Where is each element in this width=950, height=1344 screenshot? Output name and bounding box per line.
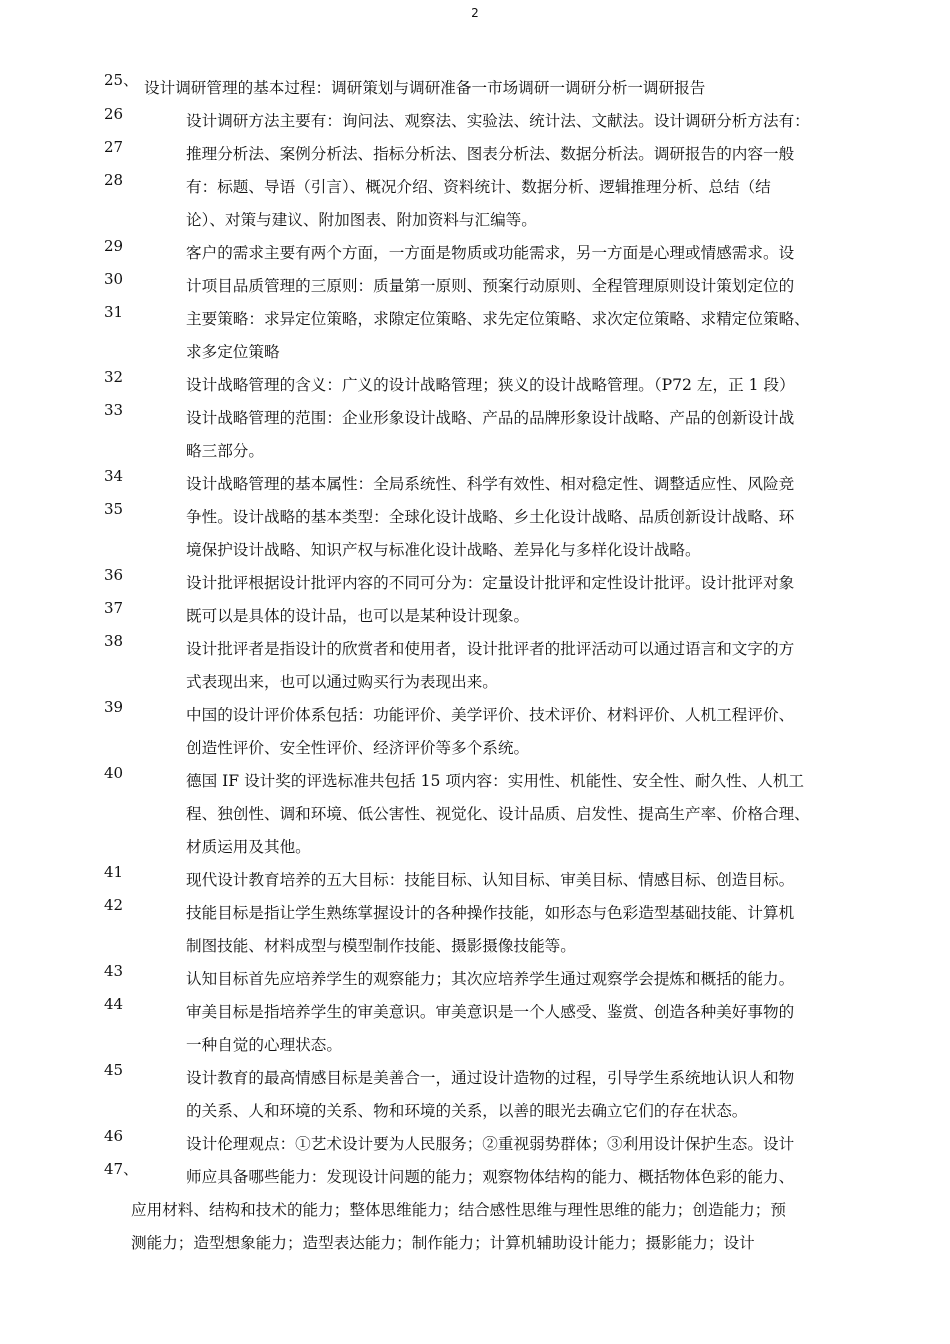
text-line: 推理分析法、案例分析法、指标分析法、图表分析法、数据分析法。调研报告的内容一般 [186,145,795,163]
text-line: 的关系、人和环境的关系、物和环境的关系，以善的眼光去确立它们的存在状态。 [186,1102,748,1120]
text-line: 师应具备哪些能力：发现设计问题的能力；观察物体结构的能力、概括物体色彩的能力、 [186,1168,795,1186]
text-line: 设计调研方法主要有：询问法、观察法、实验法、统计法、文献法。设计调研分析方法有： [186,112,810,130]
text-line: 设计战略管理的范围：企业形象设计战略、产品的品牌形象设计战略、产品的创新设计战 [186,409,795,427]
text-line: 式表现出来，也可以通过购买行为表现出来。 [186,673,498,691]
item-number: 36 [104,566,124,584]
item-number: 41 [104,863,124,881]
text-line: 应用材料、结构和技术的能力；整体思维能力；结合感性思维与理性思维的能力；创造能力；预 [131,1201,786,1219]
item-number: 37 [104,599,124,617]
item-number: 38 [104,632,124,650]
text-line: 制图技能、材料成型与模型制作技能、摄影摄像技能等。 [186,937,576,955]
text-line: 求多定位策略 [186,343,280,361]
text-line: 既可以是具体的设计品，也可以是某种设计现象。 [186,607,530,625]
text-line: 现代设计教育培养的五大目标：技能目标、认知目标、审美目标、情感目标、创造目标。 [186,871,795,889]
text-line: 程、独创性、调和环境、低公害性、视觉化、设计品质、启发性、提高生产率、价格合理、 [186,805,810,823]
text-line: 主要策略：求异定位策略，求隙定位策略、求先定位策略、求次定位策略、求精定位策略、 [186,310,810,328]
text-line: 测能力；造型想象能力；造型表达能力；制作能力；计算机辅助设计能力；摄影能力；设计 [131,1234,755,1252]
text-line: 客户的需求主要有两个方面，一方面是物质或功能需求，另一方面是心理或情感需求。设 [186,244,795,262]
text-line: 设计战略管理的基本属性：全局系统性、科学有效性、相对稳定性、调整适应性、风险竞 [186,475,795,493]
text-line: 审美目标是指培养学生的审美意识。审美意识是一个人感受、鉴赏、创造各种美好事物的 [186,1003,795,1021]
text-line: 设计战略管理的含义：广义的设计战略管理；狭义的设计战略管理。（P72 左，正 1 段） [186,376,795,394]
text-line: 材质运用及其他。 [186,838,311,856]
item-number: 44 [104,995,124,1013]
item-number: 29 [104,237,124,255]
text-line: 一种自觉的心理状态。 [186,1036,342,1054]
item-number: 43 [104,962,124,980]
item-number: 33 [104,401,124,419]
text-line: 技能目标是指让学生熟练掌握设计的各种操作技能，如形态与色彩造型基础技能、计算机 [186,904,795,922]
text-line: 有：标题、导语（引言）、概况介绍、资料统计、数据分析、逻辑推理分析、总结（结 [186,178,771,196]
text-line: 创造性评价、安全性评价、经济评价等多个系统。 [186,739,530,757]
text-line: 设计教育的最高情感目标是美善合一，通过设计造物的过程，引导学生系统地认识人和物 [186,1069,795,1087]
item-number: 34 [104,467,124,485]
item-number: 26 [104,105,124,123]
item-number: 31 [104,303,124,321]
text-line: 略三部分。 [186,442,264,460]
text-line: 设计伦理观点：①艺术设计要为人民服务；②重视弱势群体；③利用设计保护生态。设计 [186,1135,795,1153]
text-line: 德国 IF 设计奖的评选标准共包括 15 项内容：实用性、机能性、安全性、耐久性、人机工 [186,772,805,790]
item-number: 40 [104,764,124,782]
item-number: 30 [104,270,124,288]
item-number: 46 [104,1127,124,1145]
text-line: 设计批评者是指设计的欣赏者和使用者，设计批评者的批评活动可以通过语言和文字的方 [186,640,795,658]
item-number: 35 [104,500,124,518]
text-line: 计项目品质管理的三原则：质量第一原则、预案行动原则、全程管理原则设计策划定位的 [186,277,795,295]
item-number: 32 [104,368,124,386]
item-number: 39 [104,698,124,716]
text-line: 设计调研管理的基本过程：调研策划与调研准备一市场调研一调研分析一调研报告 [144,79,706,97]
text-line: 认知目标首先应培养学生的观察能力；其次应培养学生通过观察学会提炼和概括的能力。 [186,970,795,988]
item-number: 27 [104,138,124,156]
item-number: 47、 [104,1160,139,1178]
item-number: 45 [104,1061,124,1079]
text-line: 设计批评根据设计批评内容的不同可分为：定量设计批评和定性设计批评。设计批评对象 [186,574,795,592]
item-number: 28 [104,171,124,189]
text-line: 中国的设计评价体系包括：功能评价、美学评价、技术评价、材料评价、人机工程评价、 [186,706,795,724]
item-number: 42 [104,896,124,914]
text-line: 论）、对策与建议、附加图表、附加资料与汇编等。 [186,211,537,229]
item-number: 25、 [104,71,139,89]
page-number: 2 [471,6,479,20]
text-line: 争性。设计战略的基本类型：全球化设计战略、乡土化设计战略、品质创新设计战略、环 [186,508,795,526]
text-line: 境保护设计战略、知识产权与标准化设计战略、差异化与多样化设计战略。 [186,541,701,559]
